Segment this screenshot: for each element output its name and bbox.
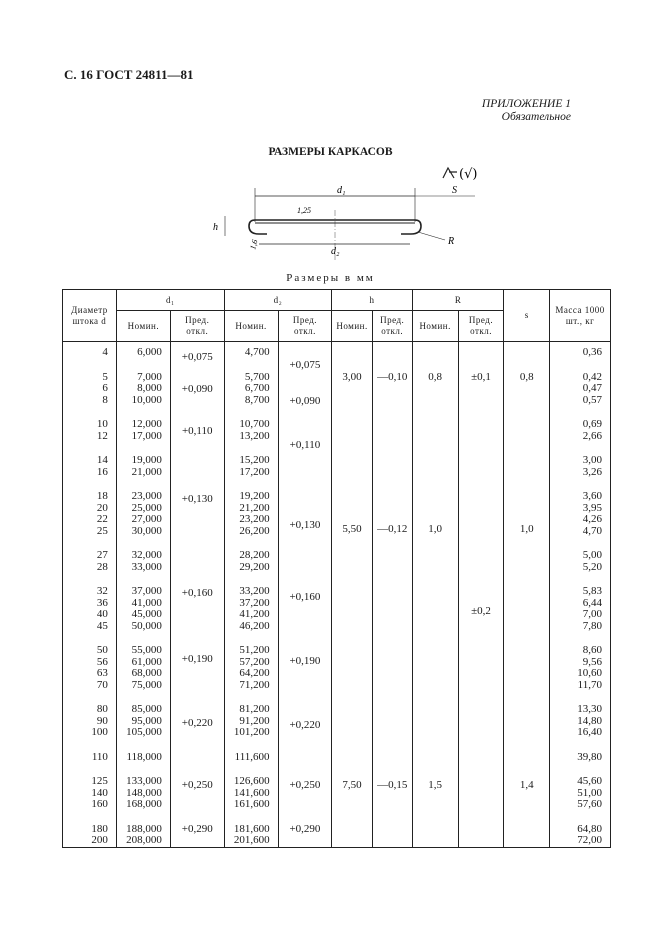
d2-value: 29,200 xyxy=(239,560,270,573)
d1-value: 25,000 xyxy=(131,501,162,514)
d1-value: 17,000 xyxy=(131,429,162,442)
d2-tolerance: +0,075 xyxy=(289,359,321,372)
diameter-value: 4 xyxy=(102,346,108,358)
d2-tolerance: +0,220 xyxy=(289,719,321,732)
col-h: h xyxy=(332,290,412,311)
r-dev-column xyxy=(458,342,504,848)
col-h-dev: Пред. откл. xyxy=(372,311,412,342)
page-header: С. 16 ГОСТ 24811—81 xyxy=(64,67,194,82)
mass-column xyxy=(550,342,611,848)
mass-value: 0,57 xyxy=(582,393,602,406)
d2-value: 181,600 xyxy=(233,822,270,835)
h-value: 7,50 xyxy=(342,779,362,792)
diameter-value: 70 xyxy=(96,678,108,691)
r-value: 1,0 xyxy=(428,523,443,536)
d2-value: 23,200 xyxy=(239,513,270,525)
d1-value: 12,000 xyxy=(131,418,162,430)
mass-value: 2,66 xyxy=(582,429,602,442)
d1-value: 10,000 xyxy=(131,393,162,406)
d1-value: 7,000 xyxy=(137,370,162,383)
col-d2: d₂ xyxy=(224,290,332,311)
diameter-value: 125 xyxy=(91,775,108,787)
col-d1: d₁ xyxy=(116,290,224,311)
d1-value: 208,000 xyxy=(126,834,162,846)
r-leader xyxy=(418,232,445,240)
diameter-value: 22 xyxy=(96,513,108,525)
r-tolerance: ±0,1 xyxy=(471,371,491,384)
d1-tolerance: +0,110 xyxy=(181,425,213,438)
diameter-value: 14 xyxy=(96,454,108,466)
d2-value: 17,200 xyxy=(239,465,270,478)
h-label: h xyxy=(213,222,218,233)
d1-nom-column xyxy=(116,342,170,848)
diameter-value: 40 xyxy=(96,608,108,620)
mass-value: 10,60 xyxy=(577,667,602,679)
mass-value: 11,70 xyxy=(577,678,602,691)
s-label: S xyxy=(452,185,457,196)
d1-tolerance: +0,160 xyxy=(181,587,213,600)
diameter-value: 90 xyxy=(96,714,108,727)
col-mass: Масса 1000 шт., кг xyxy=(550,290,611,342)
d2-value: 201,600 xyxy=(233,834,270,846)
diameter-value: 63 xyxy=(96,667,108,679)
mass-value: 0,69 xyxy=(582,418,602,430)
d2-value: 46,200 xyxy=(239,619,270,632)
mass-value: 14,80 xyxy=(577,714,602,727)
document-title: РАЗМЕРЫ КАРКАСОВ xyxy=(268,146,393,158)
d2-value: 41,200 xyxy=(239,608,270,620)
d2-value: 26,200 xyxy=(239,524,270,537)
d2-value: 28,200 xyxy=(239,549,270,561)
diameter-value: 140 xyxy=(91,786,108,799)
mass-value: 7,00 xyxy=(582,608,602,620)
col-s: s xyxy=(504,290,550,342)
mass-value: 0,42 xyxy=(582,370,602,383)
d1-value: 133,000 xyxy=(126,775,162,787)
d1-value: 32,000 xyxy=(131,549,162,561)
d2-value: 37,200 xyxy=(239,596,270,609)
d1-value: 23,000 xyxy=(131,490,162,502)
diameter-value: 32 xyxy=(96,585,108,597)
mass-value: 3,60 xyxy=(582,490,602,502)
d1-value: 168,000 xyxy=(126,798,162,810)
mass-value: 39,80 xyxy=(577,750,602,763)
diameter-value: 16 xyxy=(96,465,108,478)
d1-dev-column xyxy=(170,342,224,848)
diameter-value: 45 xyxy=(96,619,108,632)
d1-value: 188,000 xyxy=(126,822,162,835)
diameter-value: 25 xyxy=(96,524,108,537)
dimensions-table xyxy=(62,289,611,848)
mass-value: 5,83 xyxy=(582,585,602,597)
d2-tolerance: +0,130 xyxy=(289,519,321,532)
diameter-value: 160 xyxy=(91,798,108,810)
d2-value: 21,200 xyxy=(239,501,270,514)
diameter-value: 28 xyxy=(96,560,108,573)
d1-value: 68,000 xyxy=(131,667,162,679)
col-h-nom: Номин. xyxy=(332,311,372,342)
d1-value: 41,000 xyxy=(131,596,162,609)
mass-value: 8,60 xyxy=(582,644,602,656)
d2-value: 5,700 xyxy=(244,370,270,383)
d1-value: 21,000 xyxy=(131,465,162,478)
r-value: 0,8 xyxy=(428,371,443,384)
d2-nom-column xyxy=(224,342,278,848)
col-r-dev: Пред. откл. xyxy=(458,311,504,342)
r-tolerance: ±0,2 xyxy=(471,605,491,618)
diameter-value: 80 xyxy=(96,703,108,715)
d2-tolerance: +0,090 xyxy=(289,395,321,408)
d1-value: 118,000 xyxy=(126,750,162,763)
mass-value: 6,44 xyxy=(582,596,602,609)
d1-value: 148,000 xyxy=(126,786,162,799)
h-tolerance: —0,15 xyxy=(377,779,408,792)
d2-value: 10,700 xyxy=(239,418,270,430)
d2-value: 91,200 xyxy=(239,714,270,727)
mass-value: 72,00 xyxy=(577,834,602,846)
col-r-nom: Номин. xyxy=(412,311,458,342)
mass-value: 3,26 xyxy=(582,465,602,478)
h-tolerance: —0,12 xyxy=(377,523,408,536)
r2-label: 1,6 xyxy=(248,238,260,251)
mass-value: 64,80 xyxy=(577,822,602,835)
diameter-value: 20 xyxy=(96,501,108,514)
mass-value: 16,40 xyxy=(577,726,602,738)
d2-dev-column xyxy=(278,342,332,848)
d1-label: d₁ xyxy=(337,185,346,196)
d1-tolerance: +0,220 xyxy=(181,717,213,730)
r1-label: 1,25 xyxy=(297,206,311,215)
d2-value: 15,200 xyxy=(239,454,270,466)
s-value: 1,4 xyxy=(519,779,534,792)
frame-drawing xyxy=(205,160,485,275)
diameter-value: 200 xyxy=(91,834,108,846)
diameter-value: 8 xyxy=(102,393,108,406)
d2-value: 8,700 xyxy=(244,393,270,406)
d1-value: 19,000 xyxy=(131,454,162,466)
mass-value: 45,60 xyxy=(577,775,602,787)
d1-value: 6,000 xyxy=(137,346,162,358)
diameter-value: 180 xyxy=(91,822,108,835)
d1-value: 61,000 xyxy=(131,655,162,668)
col-r: R xyxy=(412,290,504,311)
roughness-paren: (√) xyxy=(459,167,478,182)
d2-tolerance: +0,250 xyxy=(289,779,321,792)
diameter-value: 12 xyxy=(96,429,108,442)
diameter-value: 100 xyxy=(91,726,108,738)
d1-tolerance: +0,250 xyxy=(181,779,213,792)
mass-value: 5,00 xyxy=(582,549,602,561)
d2-label: d₂ xyxy=(331,246,340,257)
appendix-label xyxy=(482,98,571,124)
r-value: 1,5 xyxy=(428,779,443,792)
d1-value: 45,000 xyxy=(131,608,162,620)
d2-value: 111,600 xyxy=(234,750,270,763)
d1-value: 75,000 xyxy=(131,678,162,691)
diameter-value: 50 xyxy=(96,644,108,656)
diameter-value: 6 xyxy=(102,382,108,394)
mass-value: 3,95 xyxy=(582,501,602,514)
h-nom-column xyxy=(332,342,372,848)
d1-value: 95,000 xyxy=(131,714,162,727)
d1-value: 105,000 xyxy=(126,726,162,738)
d2-value: 71,200 xyxy=(239,678,270,691)
mass-value: 9,56 xyxy=(582,655,602,668)
col-d2-nom: Номин. xyxy=(224,311,278,342)
d2-value: 141,600 xyxy=(233,786,270,799)
mass-value: 4,70 xyxy=(582,524,602,537)
d1-value: 8,000 xyxy=(137,382,162,394)
mass-value: 13,30 xyxy=(577,703,602,715)
h-dev-column xyxy=(372,342,412,848)
s-value: 0,8 xyxy=(519,371,534,384)
d2-tolerance: +0,190 xyxy=(289,655,321,668)
d2-value: 4,700 xyxy=(244,346,270,358)
frame-section-svg xyxy=(205,160,485,275)
h-value: 5,50 xyxy=(342,523,362,536)
diameter-value: 5 xyxy=(102,370,108,383)
d1-value: 27,000 xyxy=(131,513,162,525)
d2-tolerance: +0,110 xyxy=(289,439,321,452)
diameter-value: 110 xyxy=(91,750,108,763)
d1-value: 85,000 xyxy=(131,703,162,715)
d2-value: 19,200 xyxy=(239,490,270,502)
d2-value: 6,700 xyxy=(244,382,270,394)
d1-tolerance: +0,090 xyxy=(181,383,213,396)
d1-value: 30,000 xyxy=(131,524,162,537)
s-value: 1,0 xyxy=(519,523,534,536)
d1-tolerance: +0,290 xyxy=(181,823,213,836)
d1-value: 37,000 xyxy=(131,585,162,597)
d1-tolerance: +0,190 xyxy=(181,653,213,666)
r-nom-column xyxy=(412,342,458,848)
mass-value: 0,47 xyxy=(582,382,602,394)
d2-value: 13,200 xyxy=(239,429,270,442)
mass-value: 3,00 xyxy=(582,454,602,466)
d2-value: 33,200 xyxy=(239,585,270,597)
diameter-value: 27 xyxy=(96,549,108,561)
d-column xyxy=(63,342,117,848)
d2-value: 81,200 xyxy=(239,703,270,715)
d2-tolerance: +0,290 xyxy=(289,823,321,836)
col-d1-nom: Номин. xyxy=(116,311,170,342)
d1-tolerance: +0,075 xyxy=(181,351,213,364)
d2-value: 161,600 xyxy=(233,798,270,810)
mass-value: 5,20 xyxy=(582,560,602,573)
mass-value: 4,26 xyxy=(582,513,602,525)
diameter-value: 10 xyxy=(96,418,108,430)
appendix-title: ПРИЛОЖЕНИЕ 1 xyxy=(481,98,571,110)
units-caption: Размеры в мм xyxy=(286,272,375,284)
mass-value: 51,00 xyxy=(577,786,602,799)
diameter-value: 36 xyxy=(96,596,108,609)
d2-value: 101,200 xyxy=(233,726,270,738)
mass-value: 7,80 xyxy=(582,619,602,632)
h-value: 3,00 xyxy=(342,371,362,384)
s-column xyxy=(504,342,550,848)
d1-value: 50,000 xyxy=(131,619,162,632)
col-diameter: Диаметр штока d xyxy=(63,290,117,342)
mass-value: 0,36 xyxy=(582,346,602,358)
diameter-value: 18 xyxy=(96,490,108,502)
d1-value: 33,000 xyxy=(131,560,162,573)
d2-value: 64,200 xyxy=(239,667,270,679)
appendix-mandatory: Обязательное xyxy=(501,111,571,123)
diameter-value: 56 xyxy=(96,655,108,668)
d1-value: 55,000 xyxy=(131,644,162,656)
mass-value: 57,60 xyxy=(577,798,602,810)
r-label: R xyxy=(448,236,455,247)
d1-tolerance: +0,130 xyxy=(181,493,213,506)
d2-value: 126,600 xyxy=(233,775,270,787)
roughness-symbol xyxy=(443,168,457,178)
h-tolerance: —0,10 xyxy=(377,371,408,384)
col-d1-dev: Пред. откл. xyxy=(170,311,224,342)
d2-tolerance: +0,160 xyxy=(289,591,321,604)
col-d2-dev: Пред. откл. xyxy=(278,311,332,342)
d2-value: 51,200 xyxy=(239,644,270,656)
d2-value: 57,200 xyxy=(239,655,270,668)
